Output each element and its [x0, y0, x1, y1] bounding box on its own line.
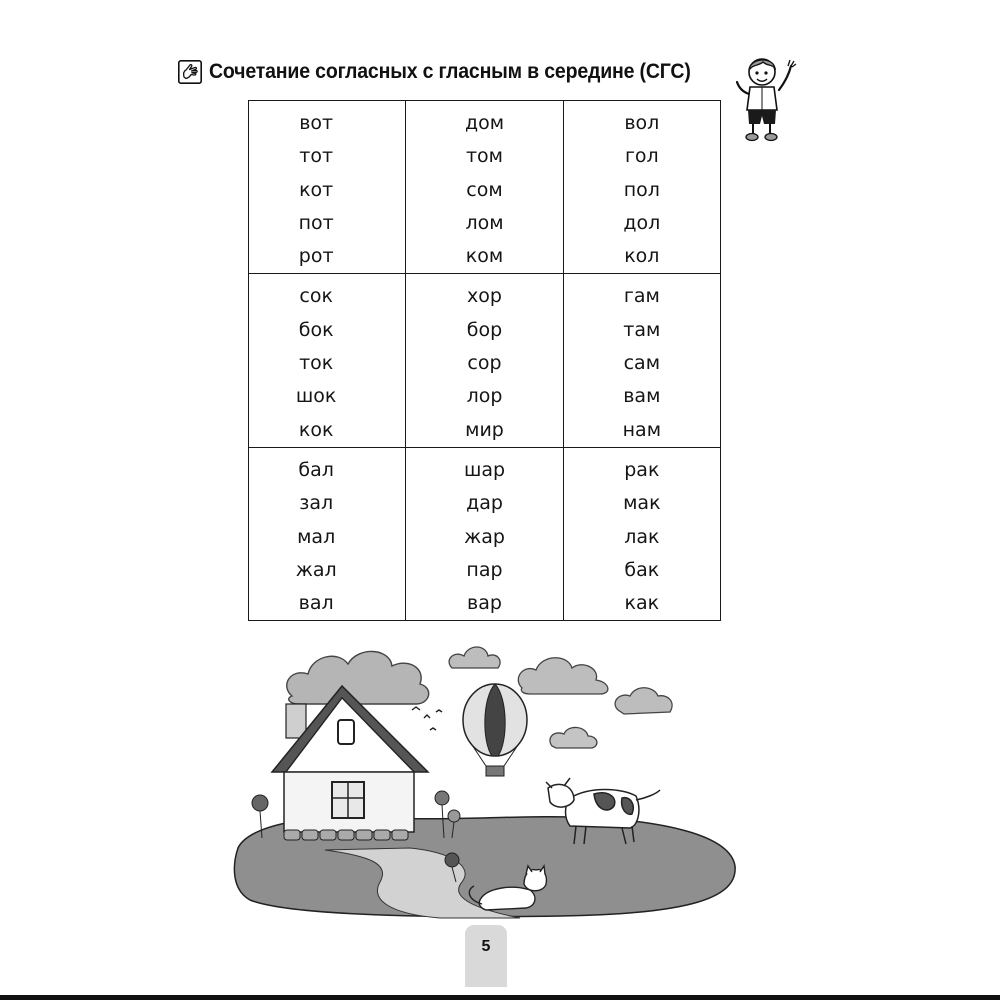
word: дар: [466, 492, 503, 515]
word: ком: [465, 245, 504, 268]
cloud: [287, 651, 429, 704]
word: дом: [464, 112, 505, 134]
page-number-tab: [465, 925, 507, 987]
word: как: [624, 592, 660, 615]
syllable-words-table: [248, 100, 721, 621]
hot-air-balloon: [463, 684, 527, 776]
word: нам: [622, 418, 662, 441]
word: вал: [298, 592, 334, 615]
table-cell: [406, 101, 563, 274]
table-cell: [563, 447, 720, 620]
word: том: [465, 145, 503, 168]
word: бор: [466, 318, 503, 341]
word: бал: [298, 458, 334, 481]
table-cell: [563, 274, 720, 447]
word: сор: [467, 352, 502, 375]
table-cell: [249, 447, 406, 620]
birds: [412, 707, 442, 730]
cloud: [615, 688, 672, 714]
page-bottom-divider: [0, 995, 1000, 1000]
word: кол: [624, 245, 660, 268]
word: рак: [624, 458, 660, 481]
word: вол: [624, 112, 660, 134]
word: бак: [624, 558, 660, 581]
word: вар: [467, 592, 502, 615]
hand-pointer-icon: [178, 60, 202, 84]
word: мак: [623, 492, 661, 515]
word: кок: [298, 418, 334, 441]
cloud: [449, 647, 500, 668]
word: гам: [623, 285, 660, 308]
word: рот: [298, 245, 334, 268]
word: сом: [466, 178, 503, 201]
table-row: [249, 447, 721, 620]
village-scene-illustration: [230, 638, 740, 923]
word: там: [623, 318, 661, 341]
word: пот: [298, 211, 334, 234]
table-row: [249, 274, 721, 447]
page-title: Сочетание согласных с гласным в середине (СГС): [209, 60, 691, 83]
word: жал: [295, 558, 337, 581]
table-cell: [563, 101, 720, 274]
word: мир: [465, 418, 504, 441]
word: сам: [623, 352, 661, 375]
page-number: 5: [481, 938, 491, 955]
word: ток: [299, 352, 334, 375]
table-row: [249, 101, 721, 274]
cloud: [518, 658, 608, 694]
table-cell: [406, 274, 563, 447]
word: пол: [623, 178, 660, 201]
word: хор: [467, 285, 502, 308]
table-cell: [249, 101, 406, 274]
house: [272, 686, 428, 840]
exercise-header: [178, 54, 727, 90]
waving-boy-illustration: [733, 52, 799, 144]
word: жар: [464, 525, 505, 548]
word: кот: [299, 178, 334, 201]
word: сок: [299, 285, 333, 308]
word: пар: [466, 558, 503, 581]
word: вот: [299, 112, 334, 134]
word: шар: [463, 458, 506, 481]
word: тот: [299, 145, 334, 168]
table-cell: [406, 447, 563, 620]
table-cell: [249, 274, 406, 447]
word: лак: [624, 525, 660, 548]
word: зал: [299, 492, 334, 515]
word: бок: [298, 318, 334, 341]
word: мал: [297, 525, 336, 548]
word: лом: [465, 211, 504, 234]
word: вам: [623, 385, 661, 408]
cloud: [550, 727, 597, 748]
word: дол: [623, 211, 661, 234]
word: шок: [295, 385, 337, 408]
word: гол: [624, 145, 659, 168]
word: лор: [466, 385, 503, 408]
